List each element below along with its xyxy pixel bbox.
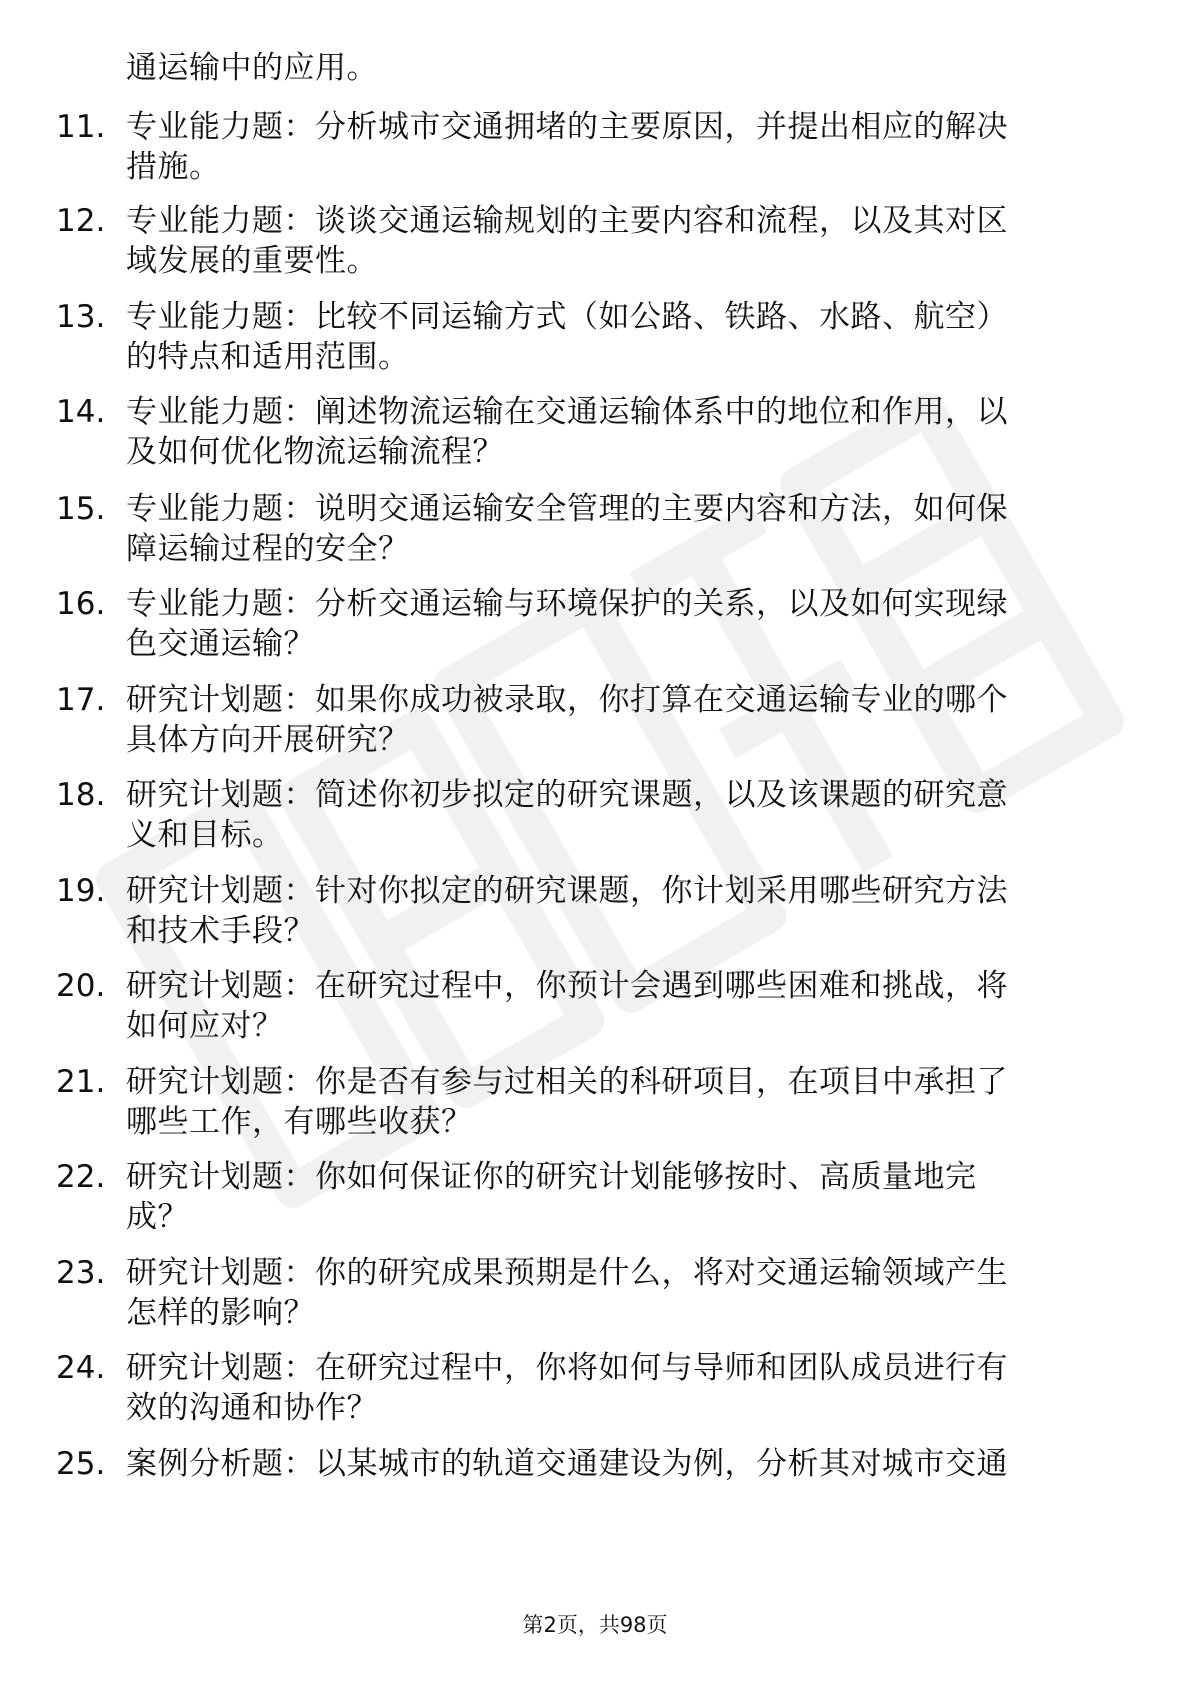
question-line: 研究计划题：在研究过程中，你预计会遇到哪些困难和挑战，将 (126, 968, 1008, 1004)
question-number: 16. (56, 586, 106, 622)
question-line: 的特点和适用范围。 (126, 339, 410, 375)
question-number: 24. (56, 1350, 106, 1386)
question-line: 专业能力题：分析交通运输与环境保护的关系，以及如何实现绿 (126, 586, 1008, 622)
question-line: 研究计划题：简述你初步拟定的研究课题，以及该课题的研究意 (126, 777, 1008, 813)
question-line: 研究计划题：在研究过程中，你将如何与导师和团队成员进行有 (126, 1350, 1008, 1386)
question-line: 研究计划题：你如何保证你的研究计划能够按时、高质量地完 (126, 1159, 977, 1195)
question-line: 研究计划题：针对你拟定的研究课题，你计划采用哪些研究方法 (126, 873, 1008, 909)
question-line: 专业能力题：说明交通运输安全管理的主要内容和方法，如何保 (126, 491, 1008, 527)
question-number: 13. (56, 299, 106, 335)
question-line: 措施。 (126, 149, 221, 185)
question-line: 专业能力题：阐述物流运输在交通运输体系中的地位和作用，以 (126, 394, 1008, 430)
question-number: 11. (56, 109, 106, 145)
question-line: 研究计划题：你是否有参与过相关的科研项目，在项目中承担了 (126, 1064, 1008, 1100)
page-footer: 第2页，共98页 (522, 1613, 668, 1637)
question-number: 14. (56, 394, 106, 430)
question-line: 研究计划题：如果你成功被录取，你打算在交通运输专业的哪个 (126, 682, 1008, 718)
question-number: 25. (56, 1446, 106, 1482)
question-number: 18. (56, 777, 106, 813)
question-line: 研究计划题：你的研究成果预期是什么，将对交通运输领域产生 (126, 1255, 1008, 1291)
question-number: 21. (56, 1064, 106, 1100)
question-line: 专业能力题：分析城市交通拥堵的主要原因，并提出相应的解决 (126, 109, 1008, 145)
question-number: 22. (56, 1159, 106, 1195)
question-line: 域发展的重要性。 (126, 243, 378, 279)
question-number: 17. (56, 682, 106, 718)
question-line: 色交通运输？ (126, 626, 315, 662)
continuation-text: 通运输中的应用。 (126, 50, 378, 86)
question-line: 具体方向开展研究？ (126, 722, 410, 758)
question-line: 专业能力题：比较不同运输方式（如公路、铁路、水路、航空） (126, 299, 1008, 335)
question-number: 23. (56, 1255, 106, 1291)
question-line: 如何应对？ (126, 1008, 284, 1044)
question-line: 哪些工作，有哪些收获？ (126, 1104, 473, 1140)
question-number: 20. (56, 968, 106, 1004)
question-number: 19. (56, 873, 106, 909)
question-line: 案例分析题：以某城市的轨道交通建设为例，分析其对城市交通 (126, 1446, 1008, 1482)
question-line: 和技术手段？ (126, 913, 315, 949)
question-line: 怎样的影响？ (126, 1295, 315, 1331)
question-line: 成？ (126, 1199, 189, 1235)
question-line: 障运输过程的安全？ (126, 531, 410, 567)
question-number: 12. (56, 203, 106, 239)
question-line: 专业能力题：谈谈交通运输规划的主要内容和流程，以及其对区 (126, 203, 1008, 239)
question-line: 及如何优化物流运输流程？ (126, 434, 504, 470)
question-line: 效的沟通和协作？ (126, 1390, 378, 1426)
question-number: 15. (56, 491, 106, 527)
question-line: 义和目标。 (126, 817, 284, 853)
